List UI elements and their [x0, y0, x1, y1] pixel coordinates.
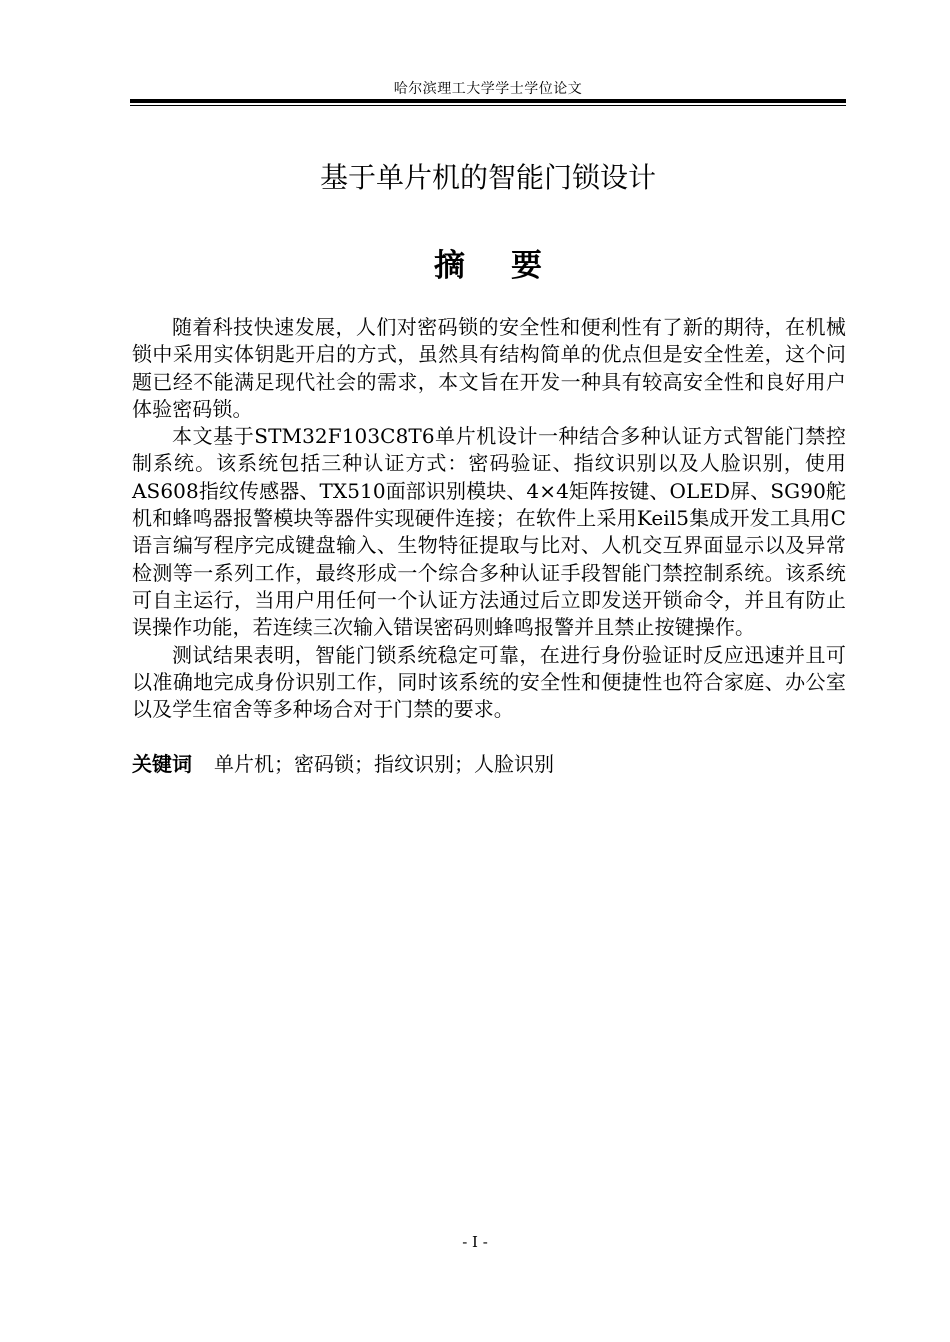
keywords: [132, 750, 554, 778]
abstract-heading-char-1: 摘: [434, 248, 465, 284]
abstract-heading-char-2: 要: [511, 248, 542, 284]
abstract-paragraph-1: 随着科技快速发展，人们对密码锁的安全性和便利性有了新的期待，在机械锁中采用实体钥匙开启的方式，虽然具有结构简单的优点但是安全性差，这个问题已经不能满足现代社会的需求，本文旨在开发一种具有较高安全性和良好用户体验密码锁。: [132, 315, 846, 421]
running-header: 哈尔滨理工大学学士学位论文: [393, 81, 583, 97]
abstract-paragraph-2: 本文基于STM32F103C8T6单片机设计一种结合多种认证方式智能门禁控制系统。该系统包括三种认证方式：密码验证、指纹识别以及人脸识别，使用AS608指纹传感器、TX510面部识别模块、4×4矩阵按键、OLED屏、SG90舵机和蜂鸣器报警模块等器件实现硬件连接；在软件上采用Keil5集成开发工具用C语言编写程序完成键盘输入、生物特征提取与比对、人机交互界面显示以及异常检测等一系列工作，最终形成一个综合多种认证手段智能门禁控制系统。该系统可自主运行，当用户用任何一个认证方法通过后立即发送开锁命令，并且有防止误操作功能，若连续三次输入错误密码则蜂鸣报警并且禁止按键操作。: [132, 424, 846, 640]
header-rule-thin: [130, 105, 846, 106]
keywords-list: 单片机；密码锁；指纹识别；人脸识别: [214, 752, 554, 776]
keywords-label: 关键词: [132, 752, 192, 776]
page-number: - I -: [462, 1233, 488, 1251]
header-rule-thick: [130, 99, 846, 103]
abstract-paragraph-3: 测试结果表明，智能门锁系统稳定可靠，在进行身份验证时反应迅速并且可以准确地完成身份识别工作，同时该系统的安全性和便捷性也符合家庭、办公室以及学生宿舍等多种场合对于门禁的要求。: [132, 642, 846, 722]
abstract-heading: [130, 240, 846, 285]
abstract-body: [132, 314, 846, 723]
thesis-title: 基于单片机的智能门锁设计: [319, 161, 656, 194]
